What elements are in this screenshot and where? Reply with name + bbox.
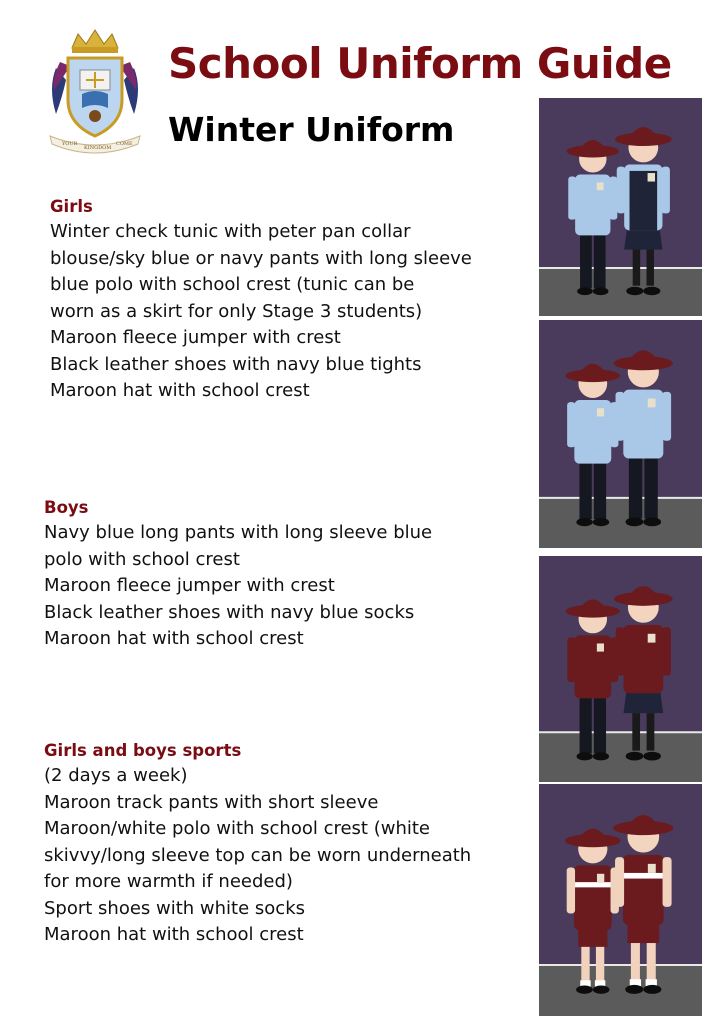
- item-list: [44, 763, 514, 949]
- list-item: Maroon hat with school crest: [50, 380, 310, 401]
- page-subtitle: Winter Uniform: [168, 110, 455, 149]
- list-item: Maroon fleece jumper with crest: [50, 327, 341, 348]
- students-photo-winter-polo: [539, 320, 702, 548]
- list-item: Black leather shoes with navy blue tights: [50, 353, 422, 375]
- students-photo-jumpers: [539, 556, 702, 782]
- list-item: Winter check tunic with peter pan collar: [50, 221, 411, 242]
- list-item: Maroon track pants with short sleeve: [44, 791, 379, 813]
- crest-motto-1: YOUR: [62, 141, 78, 147]
- item-list: [50, 219, 520, 405]
- section-heading: Boys: [44, 498, 89, 517]
- section-heading: Girls: [50, 197, 93, 216]
- list-item: Navy blue long pants with long sleeve blue: [44, 522, 433, 543]
- list-item: blue polo with school crest (tunic can be: [50, 274, 415, 295]
- list-item: Black leather shoes with navy blue socks: [44, 601, 415, 623]
- students-photo-sports: [539, 784, 702, 1016]
- list-item: Maroon/white polo with school crest (white: [44, 818, 430, 839]
- page-title: School Uniform Guide: [168, 39, 672, 88]
- list-item: skivvy/long sleeve top can be worn underneath: [44, 844, 472, 866]
- section-boys: [44, 495, 514, 653]
- list-item: polo with school crest: [44, 548, 240, 570]
- list-item: Maroon hat with school crest: [44, 628, 304, 649]
- school-crest-logo: [42, 28, 148, 154]
- item-list: [44, 520, 514, 653]
- section-sports: [44, 738, 514, 949]
- crest-motto-3: COME: [116, 141, 133, 147]
- list-item: for more warmth if needed): [44, 871, 293, 892]
- section-heading: Girls and boys sports: [44, 741, 242, 760]
- list-item: worn as a skirt for only Stage 3 students): [50, 300, 423, 322]
- list-item: Maroon hat with school crest: [44, 924, 304, 945]
- section-girls: [50, 194, 520, 405]
- list-item: Maroon fleece jumper with crest: [44, 575, 335, 596]
- list-item: (2 days a week): [44, 765, 188, 786]
- list-item: blouse/sky blue or navy pants with long sleeve: [50, 247, 472, 269]
- crest-motto-2: KINGDOM: [84, 145, 112, 151]
- list-item: Sport shoes with white socks: [44, 897, 305, 919]
- students-photo-winter-girls: [539, 98, 702, 316]
